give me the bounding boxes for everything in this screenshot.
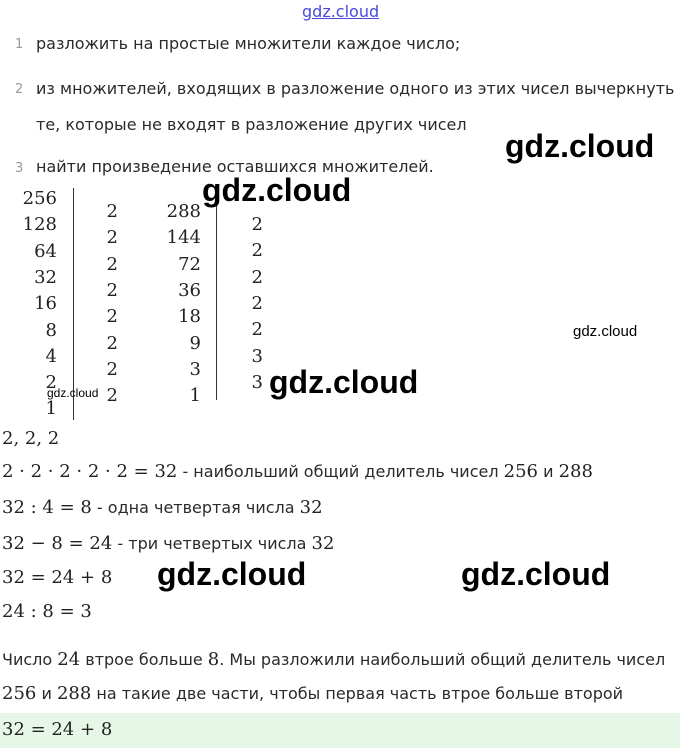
factor-256-divisor: 2: [106, 201, 118, 222]
factor-256-number: 1: [45, 398, 57, 420]
step-text-2-line-1: из множителей, входящих в разложение одного из этих чисел вычеркнуть: [36, 79, 675, 98]
factor-256-divisor: 2: [106, 332, 118, 354]
factor-288-number: 144: [166, 227, 201, 249]
factor-288-number: 9: [189, 332, 201, 354]
factor-256-divisor: 2: [106, 385, 118, 407]
watermark: gdz.cloud: [157, 556, 307, 592]
sum-expression: 32 = 24 + 8: [2, 567, 113, 588]
step-text-3: найти произведение оставшихся множителей.: [36, 157, 434, 176]
three-quarters-description: - три четвертых числа: [112, 534, 312, 553]
watermark: gdz.cloud: [269, 364, 419, 400]
number-256: 256: [503, 461, 539, 482]
factor-256-number: 32: [34, 266, 57, 288]
factor-256-divisor: 2: [106, 279, 118, 301]
step-number-2: 2: [15, 82, 24, 97]
factor-256-number: 8: [45, 319, 57, 341]
conjunction: и: [538, 462, 559, 481]
watermark: gdz.cloud: [202, 172, 352, 208]
factor-288-divisor: 2: [251, 240, 263, 262]
number-256: 256: [2, 683, 37, 704]
conclusion-text: . Мы разложили наибольший общий делитель чисел: [219, 650, 666, 669]
factor-256-number: 4: [45, 345, 57, 367]
number-32: 32: [299, 497, 323, 518]
watermark: gdz.cloud: [461, 556, 611, 592]
factor-256-divisor: 2: [106, 358, 118, 380]
number-288: 288: [56, 683, 92, 704]
step-text-2-line-2: те, которые не входят в разложение других чисел: [36, 115, 467, 134]
factor-288-number: 72: [178, 253, 201, 275]
watermark: gdz.cloud: [47, 386, 99, 400]
conclusion-text: Число: [2, 650, 58, 669]
conclusion-line-2: [2, 683, 623, 704]
quarter-description: - одна четвертая числа: [91, 498, 300, 517]
site-link[interactable]: gdz.cloud: [302, 2, 380, 21]
factor-256-number: 16: [34, 293, 57, 315]
factor-256-number: 2: [45, 372, 57, 394]
quarter-line: [2, 497, 323, 518]
step-number-1: 1: [15, 37, 24, 52]
factor-256-divisor: 2: [106, 306, 118, 328]
quarter-expression: 32 : 4 = 8: [2, 497, 92, 518]
number-32: 32: [311, 533, 335, 554]
step-text-1: разложить на простые множители каждое число;: [36, 34, 461, 53]
conclusion-text: втрое больше: [80, 650, 208, 669]
gcd-line: [2, 461, 593, 482]
number-288: 288: [558, 461, 593, 482]
factor-256-number: 128: [22, 214, 57, 236]
answer-expression: 32 = 24 + 8: [2, 719, 113, 740]
three-quarters-expression: 32 − 8 = 24: [2, 533, 113, 554]
factor-288-divisor: 2: [251, 266, 263, 288]
divider-line-288: [216, 200, 217, 400]
conclusion-line-1: [2, 649, 665, 670]
factor-288-number: 1: [189, 385, 201, 407]
step-number-3: 3: [15, 161, 24, 176]
factor-288-number: 288: [166, 201, 201, 222]
conclusion-text: на такие две части, чтобы первая часть втрое больше второй: [91, 684, 624, 703]
number-24: 24: [57, 649, 81, 670]
factor-288-number: 3: [189, 358, 201, 380]
common-factors: 2, 2, 2: [2, 428, 60, 449]
gcd-description: - наибольший общий делитель чисел: [177, 462, 504, 481]
factor-256-divisor: 2: [106, 227, 118, 249]
factor-256-number: 256: [22, 188, 57, 209]
number-8: 8: [207, 649, 220, 670]
division-expression: 24 : 8 = 3: [2, 601, 92, 622]
watermark: gdz.cloud: [505, 128, 655, 164]
conjunction: и: [36, 684, 57, 703]
factor-256-number: 64: [34, 240, 57, 262]
factor-288-number: 18: [178, 306, 201, 328]
factor-288-divisor: 3: [251, 371, 263, 393]
factor-288-divisor: 2: [251, 292, 263, 314]
factor-288-divisor: 3: [251, 345, 263, 367]
gcd-expression: 2 · 2 · 2 · 2 · 2 = 32: [2, 461, 178, 482]
watermark: gdz.cloud: [573, 323, 638, 340]
three-quarters-line: [2, 533, 334, 554]
factor-288-divisor: 2: [251, 214, 263, 235]
factor-256-divisor: 2: [106, 253, 118, 275]
factor-288-number: 36: [178, 279, 201, 301]
factor-288-divisor: 2: [251, 319, 263, 341]
